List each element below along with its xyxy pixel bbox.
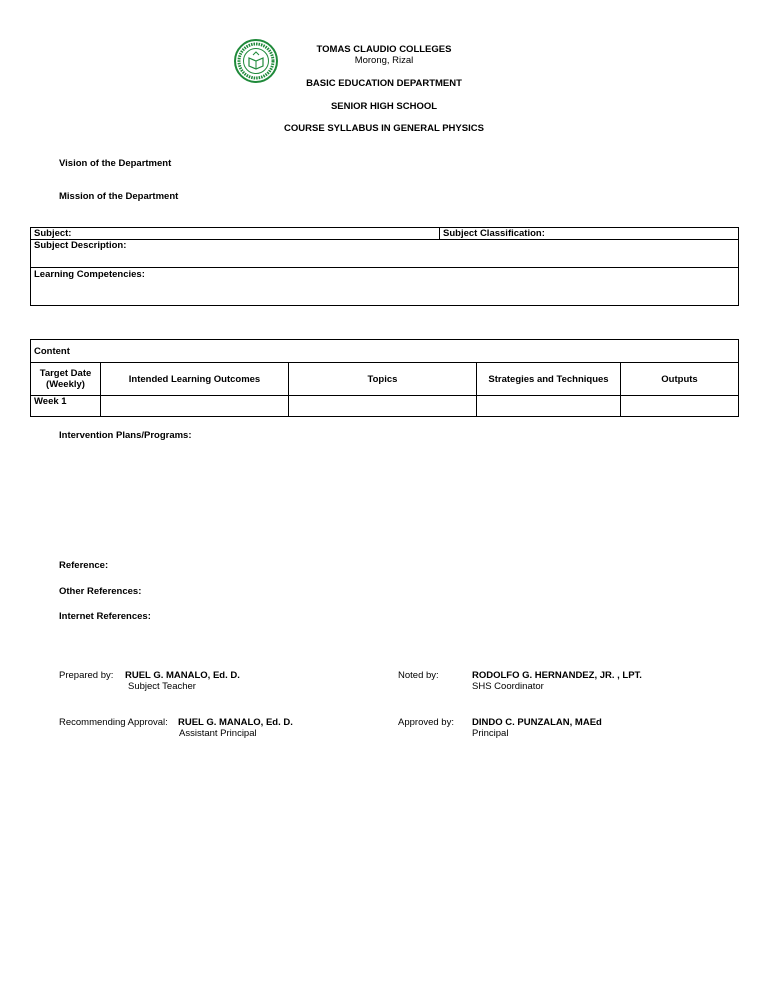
- internet-references-label: Internet References:: [59, 611, 151, 622]
- strategies-header: Strategies and Techniques: [477, 363, 621, 396]
- prepared-by-name: RUEL G. MANALO, Ed. D.: [125, 670, 240, 681]
- content-table: [30, 339, 739, 417]
- subject-cell: Subject:: [31, 228, 440, 240]
- approved-by-name: DINDO C. PUNZALAN, MAEd: [472, 717, 602, 728]
- outcomes-header: Intended Learning Outcomes: [101, 363, 289, 396]
- strategies-cell: [477, 396, 621, 417]
- reference-label: Reference:: [59, 560, 109, 571]
- department-title: BASIC EDUCATION DEPARTMENT: [306, 78, 462, 89]
- prepared-by-title: Subject Teacher: [128, 681, 196, 692]
- vision-label: Vision of the Department: [59, 158, 172, 169]
- mission-label: Mission of the Department: [59, 191, 179, 202]
- approved-by-label: Approved by:: [398, 717, 454, 728]
- topics-header: Topics: [289, 363, 477, 396]
- noted-by-name: RODOLFO G. HERNANDEZ, JR. , LPT.: [472, 670, 642, 681]
- approved-by-title: Principal: [472, 728, 509, 739]
- school-location: Morong, Rizal: [354, 55, 414, 66]
- topics-cell: [289, 396, 477, 417]
- recommending-label: Recommending Approval:: [59, 717, 168, 728]
- learning-competencies-cell: Learning Competencies:: [31, 268, 739, 306]
- recommending-title: Assistant Principal: [179, 728, 257, 739]
- subject-description-cell: Subject Description:: [31, 240, 739, 268]
- school-name: TOMAS CLAUDIO COLLEGES: [316, 44, 452, 55]
- outputs-header: Outputs: [621, 363, 739, 396]
- noted-by-label: Noted by:: [398, 670, 439, 681]
- outputs-cell: [621, 396, 739, 417]
- intervention-label: Intervention Plans/Programs:: [59, 430, 192, 441]
- target-date-header: [31, 363, 101, 396]
- course-title: COURSE SYLLABUS IN GENERAL PHYSICS: [284, 123, 484, 134]
- week-1-cell: Week 1: [31, 396, 101, 417]
- prepared-by-label: Prepared by:: [59, 670, 114, 681]
- outcomes-cell: [101, 396, 289, 417]
- subject-info-table: [30, 227, 739, 306]
- content-title-cell: Content: [31, 340, 739, 363]
- target-date-line1: Target Date: [39, 368, 92, 379]
- other-references-label: Other References:: [59, 586, 142, 597]
- noted-by-title: SHS Coordinator: [472, 681, 544, 692]
- recommending-name: RUEL G. MANALO, Ed. D.: [178, 717, 293, 728]
- level-title: SENIOR HIGH SCHOOL: [330, 101, 438, 112]
- subject-classification-cell: Subject Classification:: [440, 228, 739, 240]
- target-date-line2: (Weekly): [46, 379, 85, 390]
